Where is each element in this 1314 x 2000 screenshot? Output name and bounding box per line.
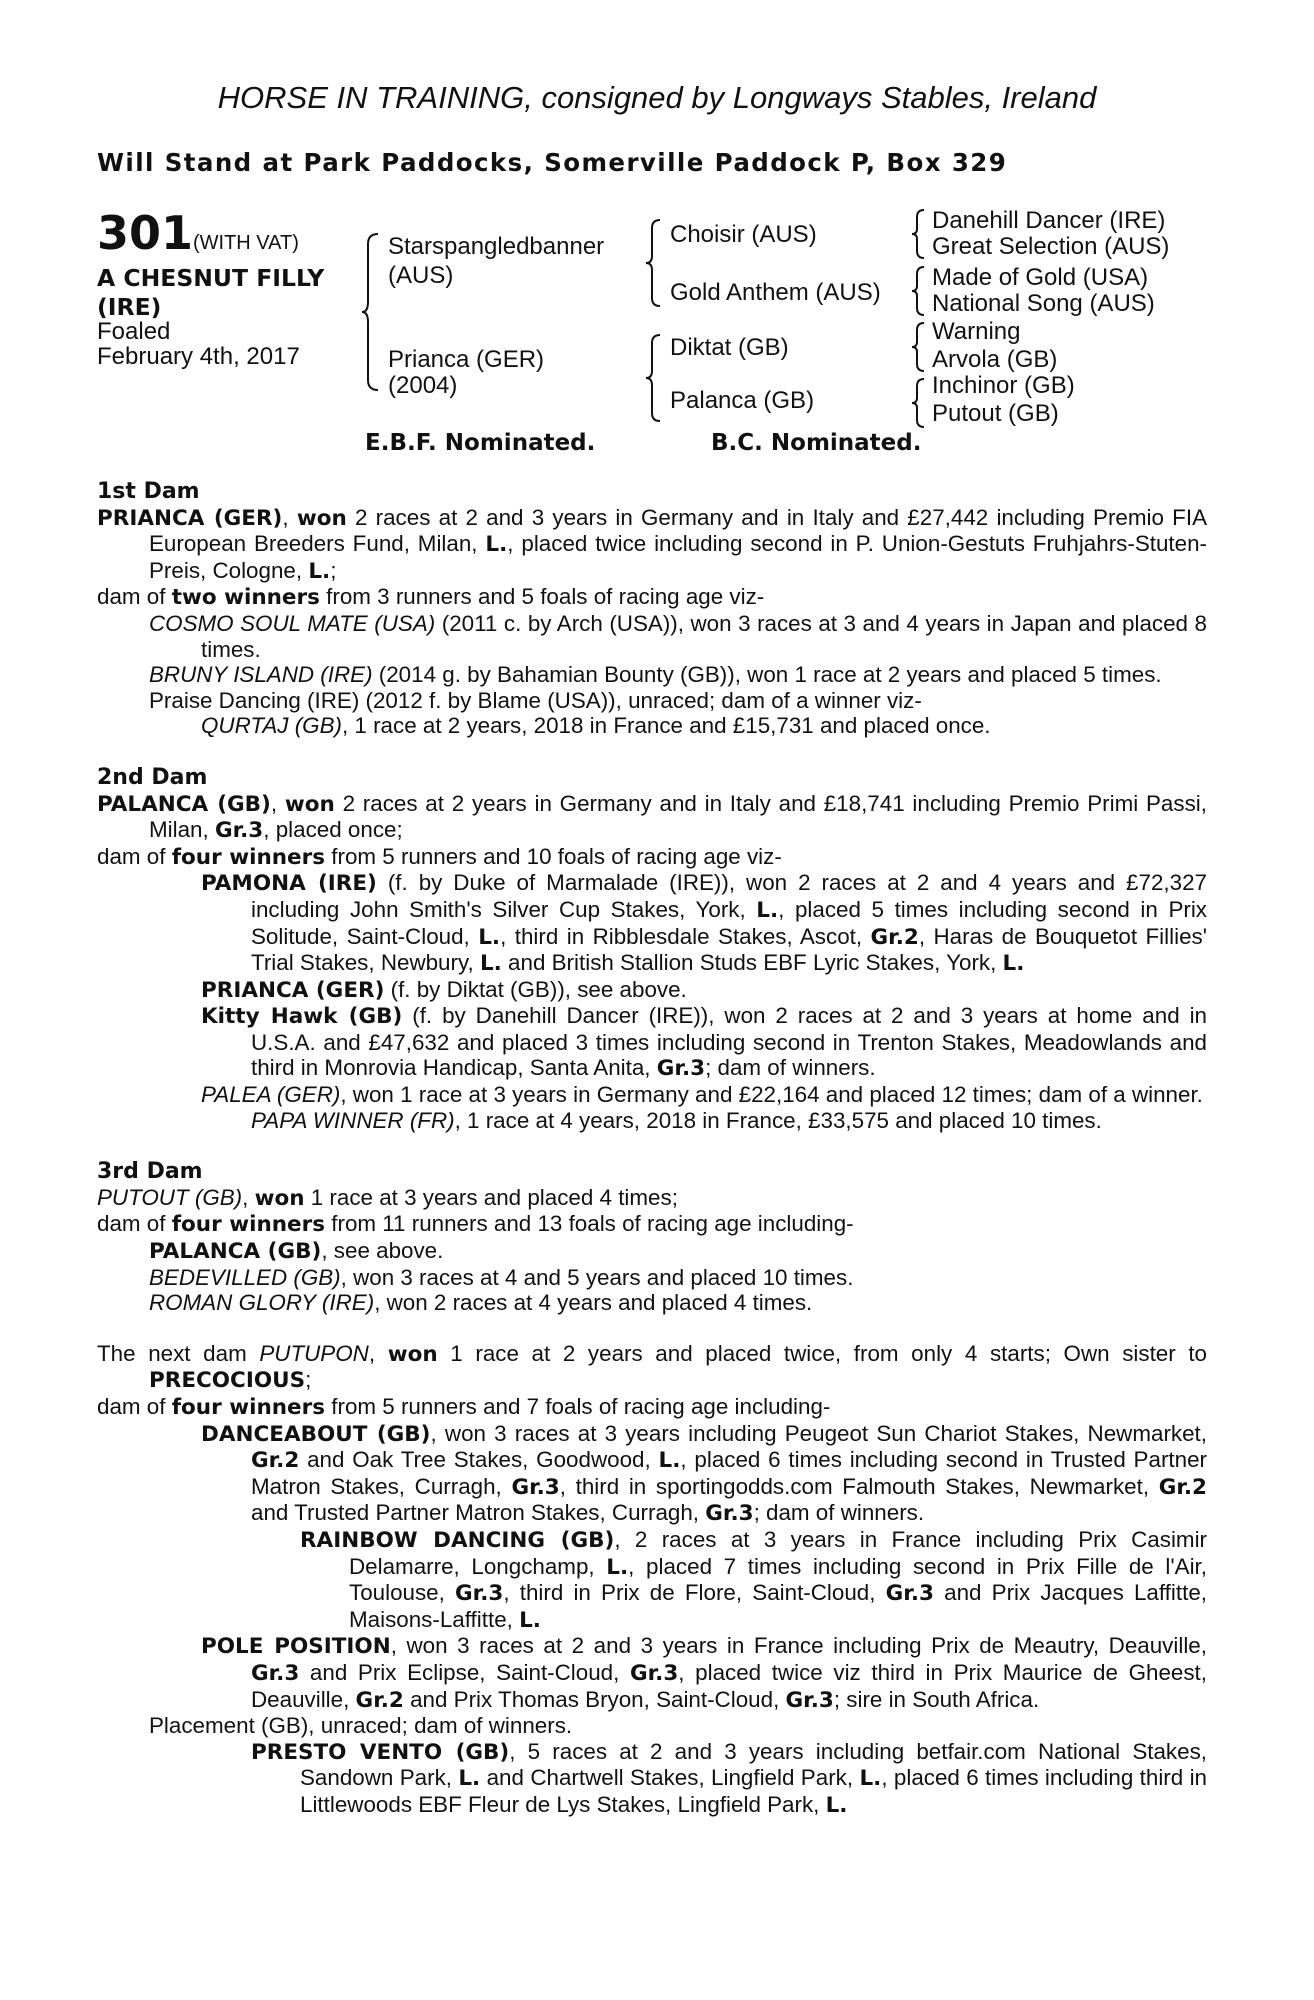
produce-entry: Placement (GB), unraced; dam of winners. — [149, 1713, 573, 1739]
produce-entry: Kitty Hawk (GB) (f. by Danehill Dancer (IRE)), won 2 races at 2 and 3 years at home and in U.S.A. and £47,632 and placed 3 times including second in Trenton Stakes, Meadowlands and third in Monrovia Handicap, Santa Anita, Gr.3; dam of winners. — [201, 1003, 1208, 1082]
produce-entry: DANCEABOUT (GB), won 3 races at 3 years including Peugeot Sun Chariot Stakes, Newmarket, Gr.2 and Oak Tree Stakes, Goodwood, L., placed 6 times including second in Trusted Partner Matron Stakes, Curragh, Gr.3, third in sportingodds.com Falmouth Stakes, Newmarket, Gr.2 and Trusted Partner Matron Stakes, Curragh, Gr.3; dam of winners. — [201, 1420, 1208, 1527]
g3-ancestor: Great Selection (AUS) — [932, 233, 1170, 260]
family-notes: 1st Dam PRIANCA (GER), won 2 races at 2 and 3 years in Germany and in Italy and £27,442 including Premio FIA European Breeders Fund, Milan, L., placed twice including second in P. Union-Gestuts Fruhjahrs-Stuten-Preis, Cologne, L.; dam of two winners from 3 runners and 5 foals of racing age viz- COSMO SOUL MATE (USA) (2011 c. by Arch (USA)), won 3 races at 3 and 4 years in Japan and placed 8 times. BRUNY ISLAND (IRE) (2014 g. by Bahamian Bounty (GB)), won 1 race at 2 years and placed 5 times. Praise Dancing (IRE) (2012 f. by Blame (USA)), unraced; dam of a winner viz- QURTAJ (GB), 1 race at 2 years, 2018 in France and £15,731 and placed once. 2nd Dam PALANCA (GB), won 2 races at 2 years in Germany and in Italy and £18,741 including Premio Primi Passi, Milan, Gr.3, placed once; dam of four winners from 5 runners and 10 foals of racing age viz- PAMONA (IRE) (f. by Duke of Marmalade (IRE)), won 2 races at 2 and 4 years and £72,327 including John Smith's Silver Cup Stakes, York, L., placed 5 times including second in Prix Solitude, Saint-Cloud, L., third in Ribblesdale Stakes, Ascot, Gr.2, Haras de Bouquetot Fillies' Trial Stakes, Newbury, L. and British Stallion Studs EBF Lyric Stakes, York, L. PRIANCA (GER) (f. by Diktat (GB)), see above. Kitty Hawk (GB) (f. by Danehill Dancer (IRE)), won 2 races at 2 and 3 years at home and in U.S.A. and £47,632 and placed 3 times including second in Trenton Stakes, Meadowlands and third in Monrovia Handicap, Santa Anita, Gr.3; dam of winners. PALEA (GER), won 1 race at 3 years in Germany and £22,164 and placed 12 times; dam of a winner. PAPA WINNER (FR), 1 race at 4 years, 2018 in France, £33,575 and placed 10 times. 3rd Dam PUTOUT (GB), won 1 race at 3 years and placed 4 times; dam of four winners from 11 runners and 13 foals of racing age including- PALANCA (GB), see above. BEDEVILLED (GB), won 3 races at 4 and 5 years and placed 10 times. ROMAN GLORY (IRE), won 2 races at 4 years and placed 4 times. The next dam PUTUPON, won 1 race at 2 years and placed twice, from only 4 starts; Own sister to PRECOCIOUS; dam of four winners from 5 runners and 7 foals of racing age including- DANCEABOUT (GB), won 3 races at 3 years including Peugeot Sun Chariot Stakes, Newmarket, Gr.2 and Oak Tree Stakes, Goodwood, L., placed 6 times including second in Trusted Partner Matron Stakes, Curragh, Gr.3, third in sportingodds.com Falmouth Stakes, Newmarket, Gr.2 and Trusted Partner Matron Stakes, Curragh, Gr.3; dam of winners. RAINBOW DANCING (GB), 2 races at 3 years in France including Prix Casimir Delamarre, Longchamp, L., placed 7 times including second in Prix Fille de l'Air, Toulouse, Gr.3, third in Prix de Flore, Saint-Cloud, Gr.3 and Prix Jacques Laffitte, Maisons-Laffitte, L. POLE POSITION, won 3 races at 2 and 3 years in France including Prix de Meautry, Deauville, Gr.3 and Prix Eclipse, Saint-Cloud, Gr.3, placed twice viz third in Prix Maurice de Gheest, Deauville, Gr.2 and Prix Thomas Bryon, Saint-Cloud, Gr.3; sire in South Africa. Placement (GB), unraced; dam of winners. PRESTO VENTO (GB), 5 races at 2 and 3 years including betfair.com National Stakes, Sandown Park, L. and Chartwell Stakes, Lingfield Park, L., placed 6 times including third in Littlewoods EBF Fleur de Lys Stakes, Lingfield Park, L. — [97, 479, 1208, 1818]
produce-entry: COSMO SOUL MATE (USA) (2011 c. by Arch (USA)), won 3 races at 3 and 4 years in Japan and placed 8 times. — [149, 610, 1207, 662]
g3-ancestor: Danehill Dancer (IRE) — [932, 207, 1166, 234]
sire-country: (AUS) — [388, 262, 454, 289]
g3-ancestor: Inchinor (GB) — [932, 372, 1075, 399]
g3-ancestor: Warning — [932, 318, 1021, 345]
dam-name: PRIANCA (GER) — [97, 505, 283, 531]
sire-name: Starspangledbanner — [388, 233, 605, 260]
foaled-label: Foaled — [97, 318, 171, 345]
dam-dam: Palanca (GB) — [670, 387, 815, 414]
produce-entry: PALEA (GER), won 1 race at 3 years in Germany and £22,164 and placed 12 times; dam of a winner. — [201, 1082, 1203, 1108]
produce-entry: RAINBOW DANCING (GB), 2 races at 3 years in France including Prix Casimir Delamarre, Longchamp, L., placed 7 times including second in Prix Fille de l'Air, Toulouse, Gr.3, third in Prix de Flore, Saint-Cloud, Gr.3 and Prix Jacques Laffitte, Maisons-Laffitte, L. — [300, 1526, 1208, 1633]
g3-ancestor: National Song (AUS) — [932, 290, 1155, 317]
produce-entry: PAPA WINNER (FR), 1 race at 4 years, 2018 in France, £33,575 and placed 10 times. — [251, 1107, 1102, 1133]
g3-brace-3 — [910, 321, 928, 373]
produce-entry: PRIANCA (GER) (f. by Diktat (GB)), see above. — [201, 976, 687, 1003]
horse-country: (IRE) — [97, 293, 162, 321]
section-heading: 1st Dam — [97, 479, 200, 504]
g3-ancestor: Arvola (GB) — [932, 346, 1058, 373]
section-heading: 2nd Dam — [97, 764, 208, 790]
produce-entry: BEDEVILLED (GB), won 3 races at 4 and 5 years and placed 10 times. — [149, 1264, 854, 1290]
g3-brace-4 — [910, 377, 928, 429]
produce-entry: PAMONA (IRE) (f. by Duke of Marmalade (IRE)), won 2 races at 2 and 4 years and £72,327 including John Smith's Silver Cup Stakes, York, L., placed 5 times including second in Prix Solitude, Saint-Cloud, L., third in Ribblesdale Stakes, Ascot, Gr.2, Haras de Bouquetot Fillies' Trial Stakes, Newbury, L. and British Stallion Studs EBF Lyric Stakes, York, L. — [201, 870, 1208, 977]
dam-name: PUTOUT (GB) — [97, 1184, 243, 1210]
next-dam-entry: The next dam PUTUPON, won 1 race at 2 years and placed twice, from only 4 starts; Own sister to PRECOCIOUS; — [97, 1340, 1208, 1394]
lot-number: 301 — [97, 206, 194, 260]
ebf-nomination: E.B.F. Nominated. — [365, 430, 596, 456]
produce-entry: PALANCA (GB), see above. — [149, 1238, 444, 1265]
produce-entry: POLE POSITION, won 3 races at 2 and 3 years in France including Prix de Meautry, Deauville, Gr.3 and Prix Eclipse, Saint-Cloud, Gr.3, placed twice viz third in Prix Maurice de Gheest, Deauville, Gr.2 and Prix Thomas Bryon, Saint-Cloud, Gr.3; sire in South Africa. — [201, 1633, 1207, 1713]
g3-brace-2 — [910, 265, 928, 317]
sire-dam: Gold Anthem (AUS) — [670, 279, 881, 306]
vat-note: (WITH VAT) — [193, 232, 299, 254]
bc-nomination: B.C. Nominated. — [711, 430, 922, 456]
produce-entry: BRUNY ISLAND (IRE) (2014 g. by Bahamian Bounty (GB)), won 1 race at 2 years and placed 5 times. — [149, 662, 1162, 688]
produce-entry: QURTAJ (GB), 1 race at 2 years, 2018 in France and £15,731 and placed once. — [201, 713, 991, 739]
horse-description: A CHESNUT FILLY — [97, 264, 325, 292]
dam-year: (2004) — [388, 372, 458, 399]
foaled-date: February 4th, 2017 — [97, 343, 300, 370]
sire-line-brace — [644, 218, 666, 308]
dam-name: Prianca (GER) — [388, 346, 545, 373]
dam-sire: Diktat (GB) — [670, 334, 789, 361]
g3-ancestor: Putout (GB) — [932, 400, 1059, 427]
produce-entry: Praise Dancing (IRE) (2012 f. by Blame (USA)), unraced; dam of a winner viz- — [149, 687, 922, 713]
g3-ancestor: Made of Gold (USA) — [932, 264, 1149, 291]
sire-sire: Choisir (AUS) — [670, 221, 817, 248]
section-heading: 3rd Dam — [97, 1159, 203, 1185]
stabling-location: Will Stand at Park Paddocks, Somerville Paddock P, Box 329 — [97, 148, 1008, 177]
sire-dam-brace — [360, 232, 390, 392]
produce-entry: PRESTO VENTO (GB), 5 races at 2 and 3 years including betfair.com National Stakes, Sandown Park, L. and Chartwell Stakes, Lingfield Park, L., placed 6 times including third in Littlewoods EBF Fleur de Lys Stakes, Lingfield Park, L. — [251, 1738, 1207, 1818]
dam-name: PALANCA (GB) — [97, 791, 271, 817]
dam-line-brace — [644, 333, 666, 423]
g3-brace-1 — [910, 208, 928, 260]
catalogue-heading: HORSE IN TRAINING, consigned by Longways Stables, Ireland — [217, 80, 1097, 115]
produce-entry: ROMAN GLORY (IRE), won 2 races at 4 years and placed 4 times. — [149, 1290, 813, 1316]
